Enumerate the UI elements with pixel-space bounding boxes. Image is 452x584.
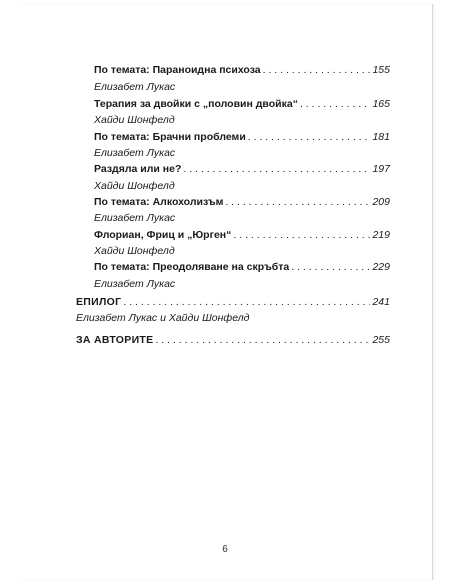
toc-epilogue-author: Елизабет Лукас и Хайди Шонфелд [76, 312, 250, 324]
leader-dots [248, 131, 371, 143]
leader-dots [263, 64, 371, 76]
toc-epilogue-page: 241 [372, 296, 390, 308]
toc-entry [94, 163, 390, 177]
toc-entry-title: По темата: Алкохолизъм [94, 196, 224, 208]
leader-dots [183, 163, 370, 175]
toc-entry [94, 98, 390, 112]
toc-entry-page: 165 [372, 98, 390, 110]
toc-entry-author: Хайди Шонфелд [94, 114, 175, 126]
toc-entry-page: 229 [372, 261, 390, 273]
toc-entry-page: 181 [372, 131, 390, 143]
toc-entry-page: 155 [372, 64, 390, 76]
toc-epilogue [76, 296, 390, 310]
toc-entry [94, 196, 390, 210]
toc-about-authors-page: 255 [372, 334, 390, 346]
toc-entry-page: 197 [372, 163, 390, 175]
toc-entry-author: Елизабет Лукас [94, 212, 176, 224]
book-page [18, 4, 433, 580]
toc-entry-author: Елизабет Лукас [94, 147, 176, 159]
leader-dots [300, 98, 371, 110]
toc-entry [94, 131, 390, 145]
toc-epilogue-title: ЕПИЛОГ [76, 296, 122, 308]
toc-entry-page: 209 [372, 196, 390, 208]
toc-about-authors-title: ЗА АВТОРИТЕ [76, 334, 154, 346]
leader-dots [155, 334, 370, 346]
toc-entry-author: Хайди Шонфелд [94, 180, 175, 192]
leader-dots [291, 261, 370, 273]
toc-entry-author: Елизабет Лукас [94, 81, 176, 93]
page-number: 6 [222, 544, 228, 555]
toc-entry [94, 229, 390, 243]
leader-dots [123, 296, 370, 308]
leader-dots [225, 196, 370, 208]
toc-entry-title: Терапия за двойки с „половин двойка“ [94, 98, 298, 110]
toc-entry-title: По темата: Брачни проблеми [94, 131, 246, 143]
toc-about-authors [76, 334, 390, 348]
toc-entry-title: По темата: Преодоляване на скръбта [94, 261, 290, 273]
toc-entry-author: Елизабет Лукас [94, 278, 176, 290]
toc-entry-page: 219 [372, 229, 390, 241]
toc-entry-title: Флориан, Фриц и „Юрген“ [94, 229, 232, 241]
toc-entry-title: По темата: Параноидна психоза [94, 64, 261, 76]
leader-dots [233, 229, 370, 241]
toc-entry [94, 64, 390, 78]
toc-entry [94, 261, 390, 275]
toc-entry-title: Раздяла или не? [94, 163, 182, 175]
toc-entry-author: Хайди Шонфелд [94, 245, 175, 257]
